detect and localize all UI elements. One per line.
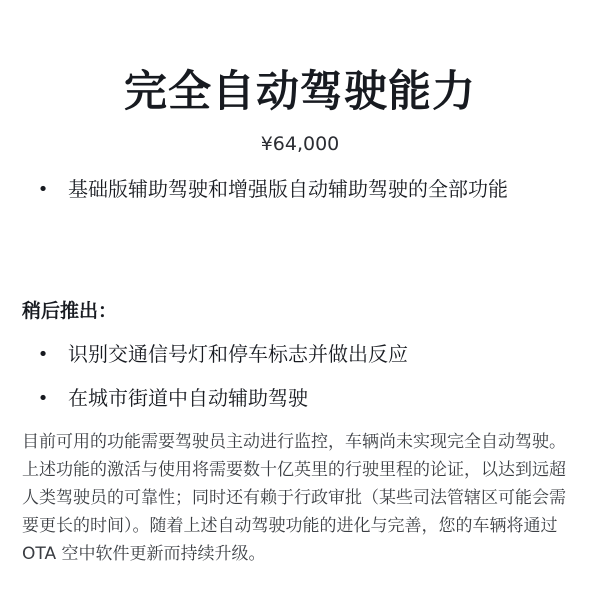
list-item xyxy=(36,383,556,414)
coming-later-text: 在城市街道中自动辅助驾驶 xyxy=(68,386,308,410)
package-title: 完全自动驾驶能力 xyxy=(124,67,476,117)
bullet-icon: • xyxy=(37,388,49,409)
coming-later-heading: 稍后推出： xyxy=(22,300,118,322)
feature-list xyxy=(36,174,556,205)
list-item xyxy=(36,339,556,370)
package-price: ¥64,000 xyxy=(260,133,340,155)
list-item xyxy=(36,174,556,205)
coming-later-text: 识别交通信号灯和停车标志并做出反应 xyxy=(68,342,408,366)
bullet-icon: • xyxy=(37,344,49,365)
disclaimer-text: 目前可用的功能需要驾驶员主动进行监控，车辆尚未实现完全自动驾驶。上述功能的激活与使用将需要数十亿英里的行驶里程的论证，以达到远超人类驾驶员的可靠性；同时还有赖于行政审批（某些司法管辖区可能会需要更长的时间）。随着上述自动驾驶功能的进化与完善，您的车辆将通过 OTA 空中软件更新而持续升级。 xyxy=(22,432,566,564)
feature-text: 基础版辅助驾驶和增强版自动辅助驾驶的全部功能 xyxy=(68,177,508,201)
coming-later-list xyxy=(36,339,556,427)
bullet-icon: • xyxy=(37,179,49,200)
